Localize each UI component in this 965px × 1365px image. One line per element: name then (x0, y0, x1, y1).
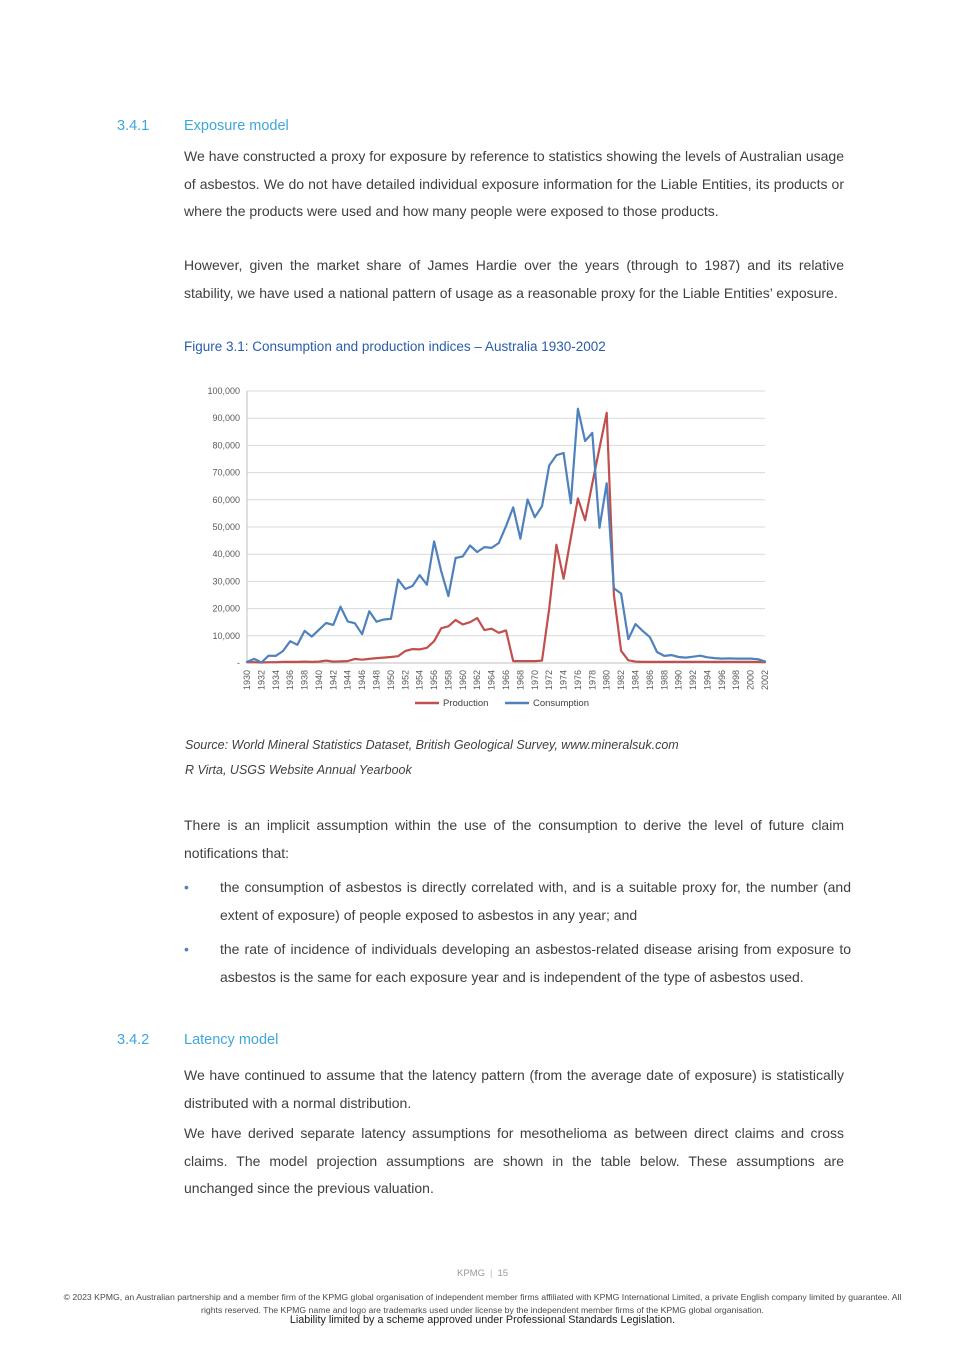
section-title: Exposure model (184, 118, 289, 134)
x-axis-tick-label: 1950 (385, 670, 396, 691)
x-axis-tick-label: 1968 (515, 670, 526, 691)
bullet-item-2 (184, 936, 851, 991)
line-chart-svg (183, 372, 803, 722)
bullet-text: the rate of incidence of individuals developing an asbestos-related disease arising from exposure to asbestos is the same for each exposure year and is independent of the type of asbestos used. (220, 941, 851, 985)
y-axis-tick-label: 20,000 (212, 603, 240, 614)
source-line-2: R Virta, USGS Website Annual Yearbook (185, 763, 412, 777)
x-axis-tick-label: 1948 (371, 670, 382, 691)
figure-title: Figure 3.1: Consumption and production indices – Australia 1930-2002 (184, 339, 606, 354)
section-title: Latency model (184, 1032, 279, 1048)
x-axis-tick-label: 1976 (572, 670, 583, 691)
x-axis-tick-label: 1936 (285, 670, 296, 691)
footer-disclaimer: © 2023 KPMG, an Australian partnership and a member firm of the KPMG global organisation of independent member firms affiliated with KPMG International Limited, a private English company limited by guarantee. All rights reserved. The KPMG name and logo are trademarks used under license by the independent member firms of the KPMG global organisation. (63, 1292, 902, 1315)
paragraph-latency-assumptions: We have derived separate latency assumptions for mesothelioma as between direct claims and cross claims. The model projection assumptions are shown in the table below. These assumptions are unchanged since the previous valuation. (184, 1125, 844, 1196)
y-axis-tick-label: 80,000 (212, 440, 240, 451)
y-axis-tick-label: 50,000 (212, 522, 240, 532)
section-number: 3.4.2 (117, 1032, 150, 1048)
bullet-item-1 (184, 874, 851, 929)
x-axis-tick-label: 1974 (558, 670, 569, 691)
section-heading-341 (117, 116, 851, 136)
x-axis-tick-label: 1994 (702, 670, 713, 691)
figure-source (185, 733, 845, 783)
paragraph-market-share: However, given the market share of James Hardie over the years (through to 1987) and its relative stability, we have used a national pattern of usage as a reasonable proxy for the Liable Entities’ exposure. (184, 257, 844, 301)
y-axis-tick-label: 60,000 (212, 494, 240, 505)
x-axis-tick-label: 1966 (501, 670, 511, 691)
y-axis-tick-label: 100,000 (207, 386, 240, 396)
source-line-1: Source: World Mineral Statistics Dataset, British Geological Survey, www.mineralsuk.com (185, 738, 679, 752)
x-axis-tick-label: 1980 (601, 670, 612, 691)
x-axis-tick-label: 1958 (443, 670, 454, 691)
footer-liability-statement: Liability limited by a scheme approved under Professional Standards Legislation. (289, 1314, 676, 1326)
x-axis-tick-label: 1978 (587, 670, 598, 691)
x-axis-tick-label: 1960 (457, 670, 468, 691)
x-axis-tick-label: 1964 (486, 670, 497, 691)
bullet-marker: • (184, 879, 189, 895)
x-axis-tick-label: 1990 (673, 670, 684, 691)
x-axis-tick-label: 1982 (616, 670, 627, 691)
x-axis-tick-label: 1954 (414, 670, 425, 691)
legend-label-production: Production (443, 698, 489, 709)
x-axis-tick-label: 1942 (328, 670, 339, 691)
x-axis-tick-label: 1938 (299, 670, 310, 691)
footer-brand: KPMG (456, 1268, 485, 1279)
legend-label-consumption: Consumption (533, 698, 589, 709)
x-axis-tick-label: 1996 (716, 670, 727, 691)
y-axis-tick-label: 90,000 (212, 413, 240, 424)
x-axis-tick-label: 2000 (745, 670, 756, 691)
x-axis-tick-label: 1988 (659, 670, 670, 691)
x-axis-tick-label: 1952 (400, 670, 411, 691)
y-axis-tick-label: 30,000 (212, 576, 240, 587)
x-axis-tick-label: 1992 (688, 670, 699, 691)
x-axis-tick-label: 1998 (731, 670, 742, 691)
x-axis-tick-label: 1932 (256, 670, 267, 691)
x-axis-tick-label: 1940 (313, 670, 324, 691)
x-axis-tick-label: 1930 (242, 670, 252, 691)
section-number: 3.4.1 (117, 118, 150, 134)
x-axis-tick-label: 1962 (472, 670, 483, 691)
paragraph-implicit-assumption: There is an implicit assumption within the use of the consumption to derive the level of future claim notifications that: (184, 817, 844, 861)
x-axis-tick-label: 2002 (760, 670, 770, 691)
footer-separator: | (489, 1268, 493, 1279)
page-number: 15 (497, 1268, 509, 1279)
paragraph-exposure-proxy: We have constructed a proxy for exposure by reference to statistics showing the levels of Australian usage of asbestos. We do not have detailed individual exposure information for the Liable Entities, its products or where the products were used and how many people were exposed to those products. (184, 148, 844, 219)
y-axis-tick-label: 10,000 (212, 630, 240, 641)
consumption-production-chart (183, 372, 803, 722)
x-axis-tick-label: 1934 (270, 670, 281, 691)
x-axis-tick-label: 1946 (357, 670, 368, 691)
y-axis-tick-label: 70,000 (212, 467, 240, 478)
consumption-line (247, 409, 765, 663)
x-axis-tick-label: 1956 (429, 670, 440, 691)
bullet-marker: • (184, 941, 189, 957)
x-axis-tick-label: 1970 (529, 670, 540, 691)
footer-page-number (0, 1268, 965, 1279)
section-heading-342 (117, 1030, 851, 1050)
y-axis-tick-label: 40,000 (212, 549, 240, 560)
x-axis-tick-label: 1972 (544, 670, 555, 691)
x-axis-tick-label: 1944 (342, 670, 353, 691)
x-axis-tick-label: 1986 (644, 670, 655, 691)
paragraph-latency-pattern: We have continued to assume that the latency pattern (from the average date of exposure) is statistically distributed with a normal distribution. (184, 1067, 844, 1111)
x-axis-tick-label: 1984 (630, 670, 641, 691)
bullet-text: the consumption of asbestos is directly correlated with, and is a suitable proxy for, the number (and extent of exposure) of people exposed to asbestos in any year; and (220, 879, 851, 923)
y-axis-tick-label: - (237, 658, 240, 668)
